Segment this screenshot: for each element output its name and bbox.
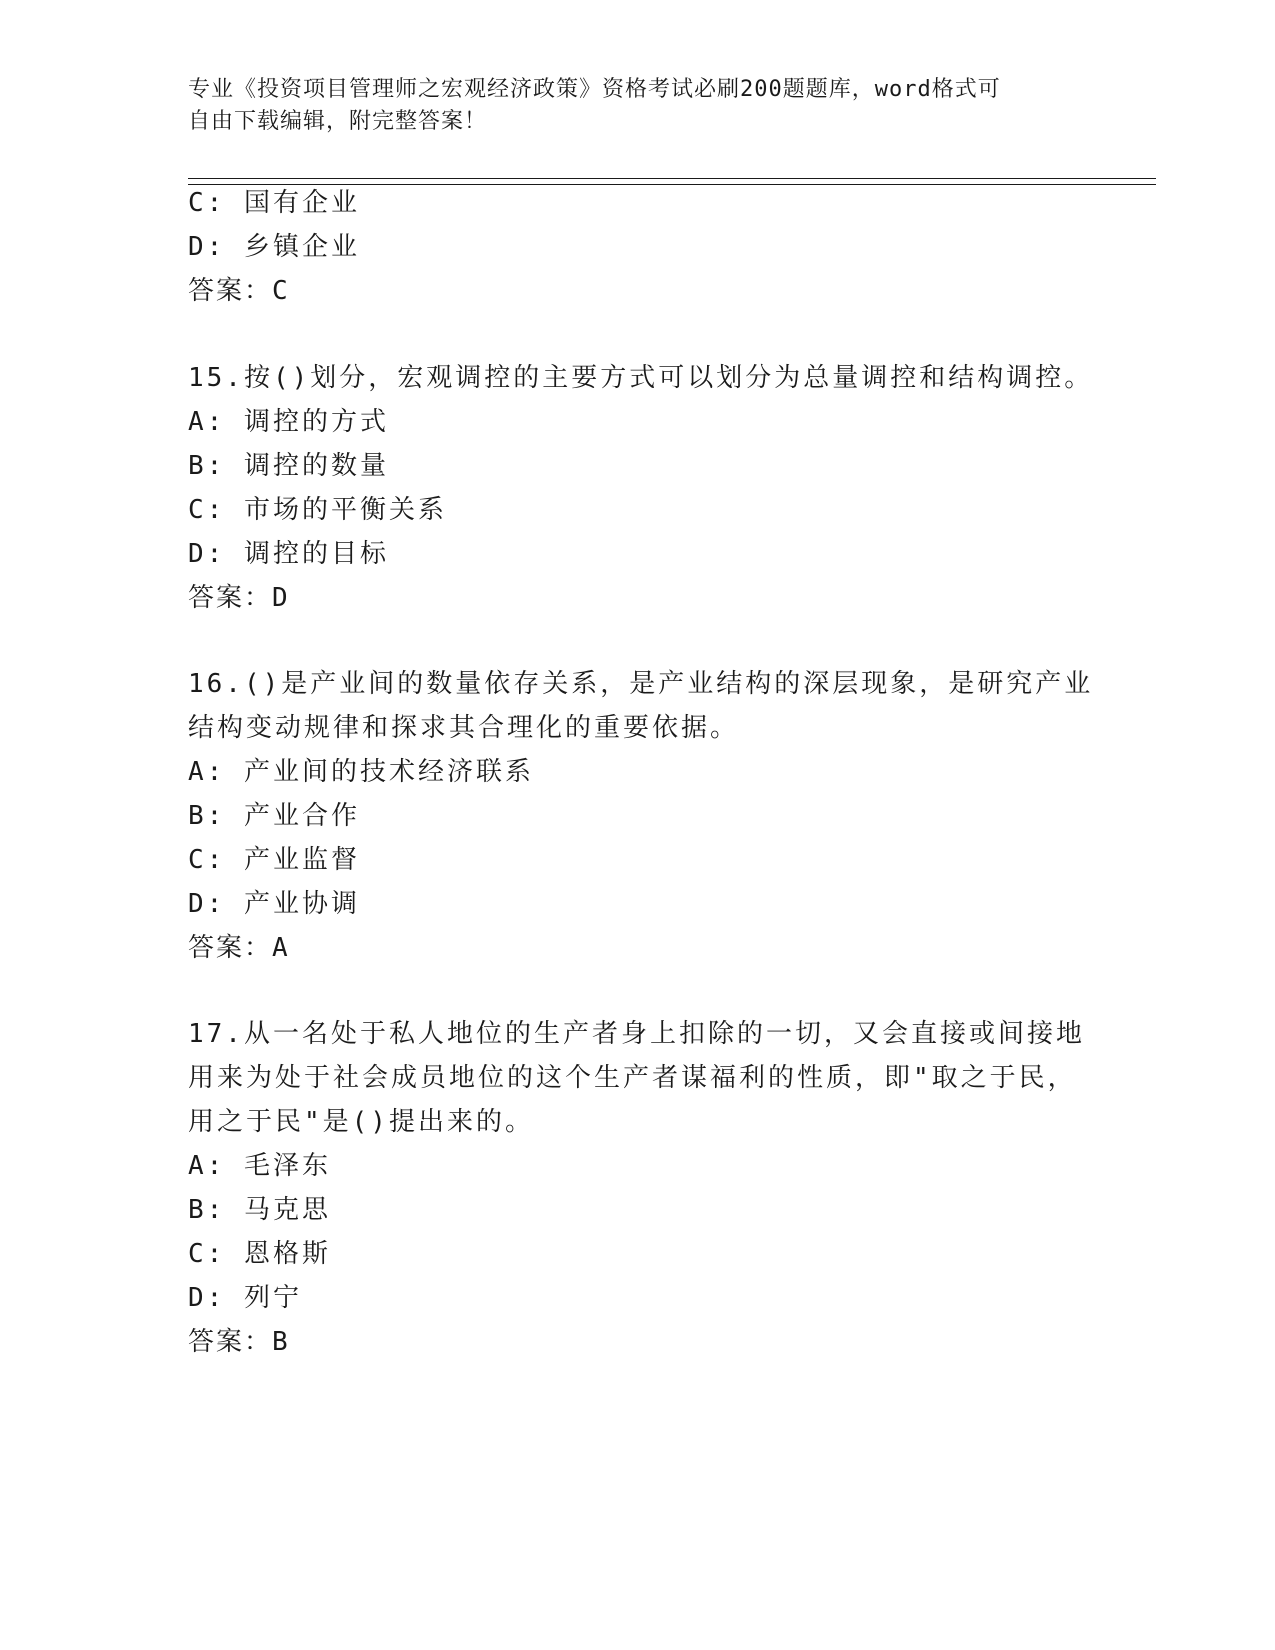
q15-answer bbox=[188, 575, 290, 621]
answer-value: A bbox=[272, 933, 290, 963]
q17-option-d: D: 列宁 bbox=[188, 1283, 302, 1313]
answer-label: 答案： bbox=[188, 933, 273, 963]
prev-option-d: D: 乡镇企业 bbox=[188, 232, 360, 262]
q15-option-b: B: 调控的数量 bbox=[188, 451, 389, 481]
answer-label: 答案： bbox=[188, 276, 273, 306]
header-line-2: 自由下载编辑，附完整答案！ bbox=[188, 109, 488, 134]
q17-option-c: C: 恩格斯 bbox=[188, 1239, 331, 1269]
q16-answer bbox=[188, 925, 290, 971]
q17-option-b: B: 马克思 bbox=[188, 1195, 331, 1225]
answer-value: C bbox=[272, 276, 290, 306]
q15-option-c: C: 市场的平衡关系 bbox=[188, 495, 447, 525]
q17-stem-line-2: 用来为处于社会成员地位的这个生产者谋福利的性质，即"取之于民， bbox=[188, 1063, 1077, 1093]
q15-option-a: A: 调控的方式 bbox=[188, 407, 389, 437]
q17-option-a: A: 毛泽东 bbox=[188, 1151, 331, 1181]
q17-stem-line-3: 用之于民"是()提出来的。 bbox=[188, 1107, 534, 1137]
q15-option-d: D: 调控的目标 bbox=[188, 539, 389, 569]
answer-label: 答案： bbox=[188, 583, 273, 613]
answer-value: B bbox=[272, 1327, 290, 1357]
q16-option-c: C: 产业监督 bbox=[188, 845, 360, 875]
q16-option-d: D: 产业协调 bbox=[188, 889, 360, 919]
q17-stem-line-1: 17.从一名处于私人地位的生产者身上扣除的一切，又会直接或间接地 bbox=[188, 1019, 1085, 1049]
header-line-1: 专业《投资项目管理师之宏观经济政策》资格考试必刷200题题库，word格式可 bbox=[188, 77, 1001, 102]
q16-option-b: B: 产业合作 bbox=[188, 801, 360, 831]
q16-stem-line-2: 结构变动规律和探求其合理化的重要依据。 bbox=[188, 713, 740, 743]
q16-stem-line-1: 16.()是产业间的数量依存关系，是产业结构的深层现象，是研究产业 bbox=[188, 669, 1094, 699]
prev-answer bbox=[188, 268, 290, 314]
q17-answer bbox=[188, 1319, 290, 1365]
answer-label: 答案： bbox=[188, 1327, 273, 1357]
q15-stem: 15.按()划分，宏观调控的主要方式可以划分为总量调控和结构调控。 bbox=[188, 363, 1094, 393]
answer-value: D bbox=[272, 583, 290, 613]
page-header bbox=[188, 74, 1088, 138]
q16-option-a: A: 产业间的技术经济联系 bbox=[188, 757, 534, 787]
prev-option-c: C: 国有企业 bbox=[188, 188, 360, 218]
